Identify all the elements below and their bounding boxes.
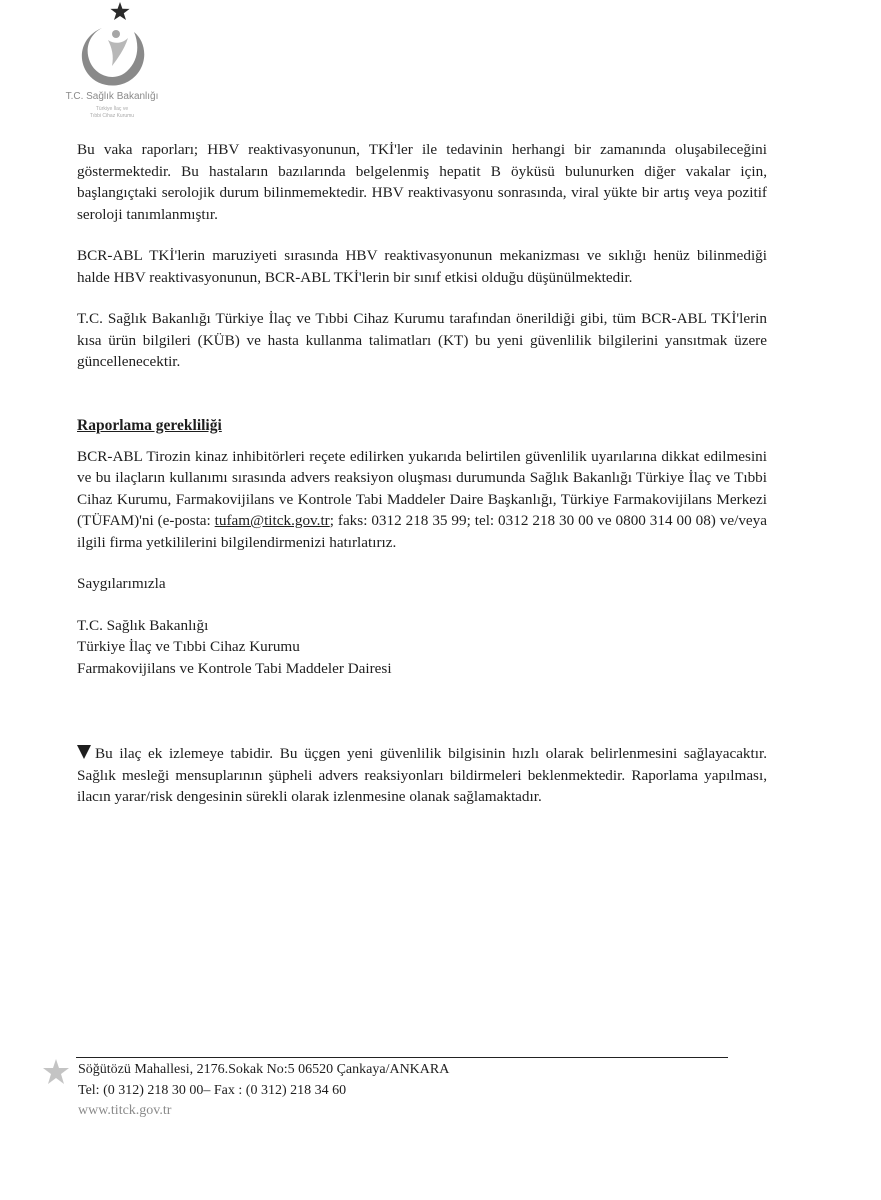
star-watermark-icon — [42, 1058, 70, 1086]
reporting-text-after: ; faks: 0312 218 35 99; tel: 0312 218 30 00 ve 0800 314 00 08) ve/veya ilgili firma yetkililerini bilgilendirmenizi hatırlatırız. — [77, 512, 767, 551]
logo-subtitle-1: Türkiye İlaç ve — [95, 106, 129, 112]
reporting-text-before: BCR-ABL Tirozin kinaz inhibitörleri reçete edilirken yukarıda belirtilen güvenlilik uyarılarına dikkat edilmesini ve bu ilaçların kullanımı sırasında advers reaksiyon oluşması durumunda Sağlık Bakanlığı Türkiye İlaç ve Tıbbi Cihaz Kurumu, Farmakovijilans ve Kontrole Tabi Maddeler Daire Başkanlığı, Türkiye Farmakovijilans Merkezi (TÜFAM)'ni (e-posta: — [77, 447, 767, 529]
ministry-logo — [52, 0, 172, 128]
signature-line-2: Türkiye İlaç ve Tıbbi Cihaz Kurumu — [77, 638, 300, 655]
signature-line-3: Farmakovijilans ve Kontrole Tabi Maddeler Dairesi — [77, 659, 392, 677]
letter-body — [77, 139, 767, 808]
footer-address: Söğütözü Mahallesi, 2176.Sokak No:5 06520 Çankaya/ANKARA — [78, 1062, 450, 1077]
logo-subtitle-2: Tıbbi Cihaz Kurumu — [89, 113, 135, 119]
ministry-emblem-icon — [72, 0, 152, 92]
monitoring-note-text: Bu ilaç ek izlemeye tabidir. Bu üçgen yeni güvenlilik bilgisinin hızlı olarak belirlenmesini sağlayacaktır. Sağlık mesleği mensuplarının şüpheli advers reaksiyonları bildirmeleri beklenmektedir. Raporlama yapılması, ilacın yarar/risk dengesinin sürekli olarak izlenmesine olanak sağlamaktadır. — [77, 745, 767, 805]
logo-title: T.C. Sağlık Bakanlığı — [65, 91, 159, 102]
reporting-paragraph — [77, 446, 767, 554]
black-triangle-icon — [77, 745, 91, 759]
reporting-heading: Raporlama gerekliliği — [77, 416, 222, 434]
footer-website-link[interactable]: www.titck.gov.tr — [78, 1103, 172, 1118]
monitoring-note — [77, 743, 767, 808]
email-link[interactable]: tufam@titck.gov.tr — [214, 512, 330, 529]
footer-divider — [76, 1057, 728, 1058]
paragraph-mechanism: BCR-ABL TKİ'lerin maruziyeti sırasında HBV reaktivasyonunun mekanizması ve sıklığı henüz bilinmediği halde HBV reaktivasyonunun, BCR-ABL TKİ'lerin bir sınıf etkisi olduğu düşünülmektedir. — [77, 247, 767, 286]
footer-phone: Tel: (0 312) 218 30 00– Fax : (0 312) 218 34 60 — [78, 1082, 347, 1098]
paragraph-case-reports: Bu vaka raporları; HBV reaktivasyonunun, TKİ'ler ile tedavinin herhangi bir zamanında oluşabileceğini göstermektedir. Bu hastaların bazılarında belgelenmiş hepatit B öyküsü bulunurken diğer vakalar için, başlangıçtaki serolojik durum bilinmemektedir. HBV reaktivasyonu sonrasında, viral yükte bir artış veya pozitif seroloji tanımlanmıştır. — [77, 141, 767, 223]
footer-contact — [78, 1060, 449, 1122]
signature-line-1: T.C. Sağlık Bakanlığı — [77, 616, 209, 634]
closing-salutation: Saygılarımızla — [77, 575, 166, 592]
paragraph-label-update: T.C. Sağlık Bakanlığı Türkiye İlaç ve Tıbbi Cihaz Kurumu tarafından önerildiği gibi, tüm BCR-ABL TKİ'lerin kısa ürün bilgileri (KÜB) ve hasta kullanma talimatları (KT) bu yeni güvenlilik bilgilerini yansıtmak üzere güncellenecektir. — [77, 310, 767, 370]
